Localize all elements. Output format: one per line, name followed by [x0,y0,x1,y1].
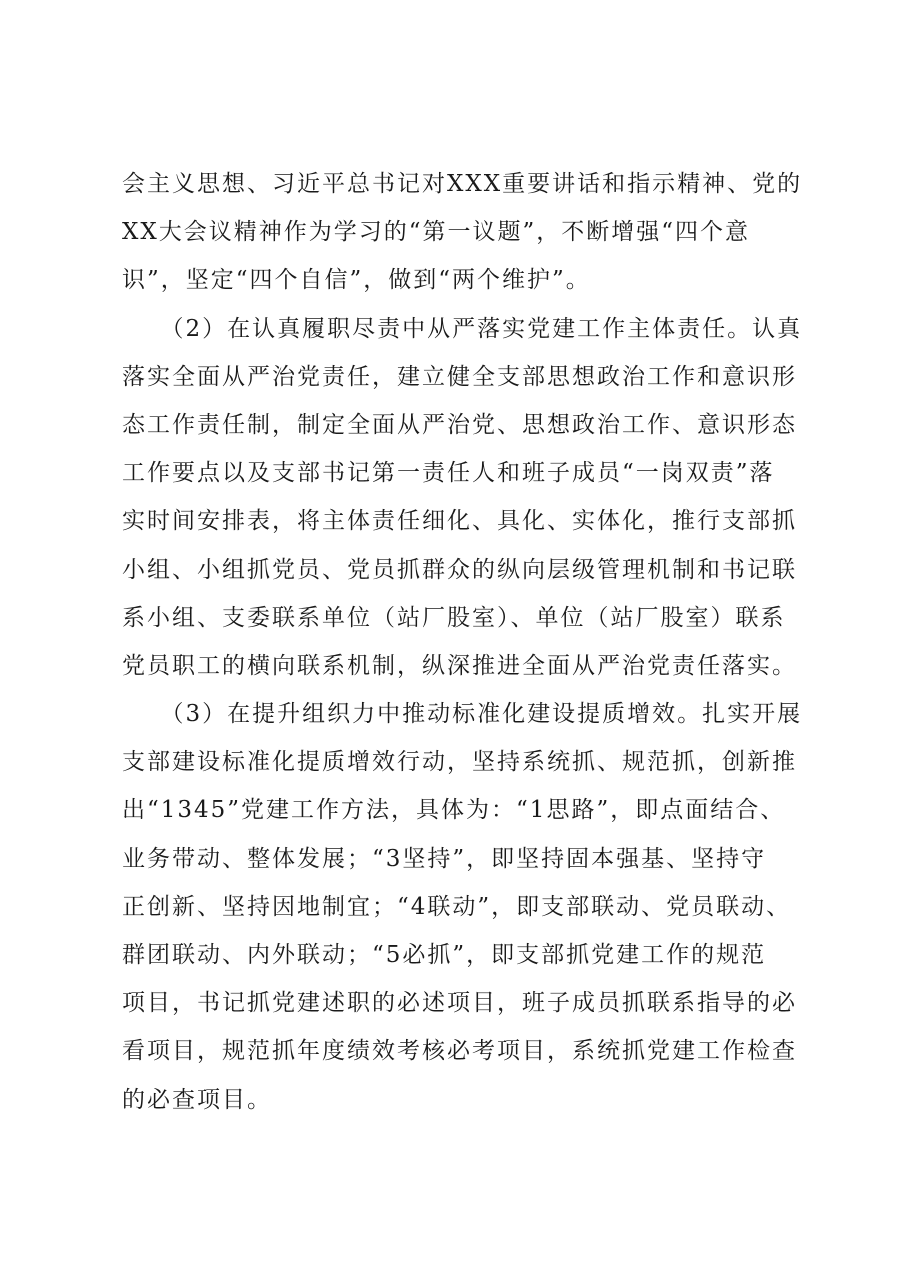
text-line: 项目，书记抓党建述职的必述项目，班子成员抓联系指导的必 [122,990,797,1017]
paragraph-2-first-line: （2）在认真履职尽责中从严落实党建工作主体责任。认真 [122,315,803,342]
text-line: 会主义思想、习近平总书记对XXX重要讲话和指示精神、党的 [122,171,803,197]
text-line: 出“1345”党建工作方法，具体为：“1思路”，即点面结合、 [122,797,786,824]
paragraph-3-first-line: （3）在提升组织力中推动标准化建设提质增效。扎实开展 [122,701,803,728]
text-line: 群团联动、内外联动；“5必抓”，即支部抓党建工作的规范 [122,942,767,968]
text-line: 态工作责任制，制定全面从严治党、思想政治工作、意识形态 [122,411,797,438]
text-line: 小组、小组抓党员、党员抓群众的纵向层级管理机制和书记联 [122,556,797,583]
text-line: 的必查项目。 [122,1086,272,1113]
text-line: 工作要点以及支部书记第一责任人和班子成员“一岗双责”落 [122,460,775,487]
text-line: 正创新、坚持因地制宜；“4联动”，即支部联动、党员联动、 [122,893,792,920]
text-line: 系小组、支委联系单位（站厂股室）、单位（站厂股室）联系 [122,604,786,631]
text-line: 业务带动、整体发展；“3坚持”，即坚持固本强基、坚持守 [122,845,767,872]
text-line: XX大会议精神作为学习的“第一议题”，不断增强“四个意 [122,219,751,246]
text-line: 看项目，规范抓年度绩效考核必考项目，系统抓党建工作检查 [122,1038,797,1065]
text-line: 落实全面从严治党责任，建立健全支部思想政治工作和意识形 [122,363,797,390]
text-line: 支部建设标准化提质增效行动，坚持系统抓、规范抓，创新推 [122,749,797,776]
text-line: 实时间安排表，将主体责任细化、具化、实体化，推行支部抓 [122,508,797,535]
text-line: 党员职工的横向联系机制，纵深推进全面从严治党责任落实。 [122,652,797,679]
text-line: 识”，坚定“四个自信”，做到“两个维护”。 [122,267,591,294]
document-body-text [122,160,822,1124]
